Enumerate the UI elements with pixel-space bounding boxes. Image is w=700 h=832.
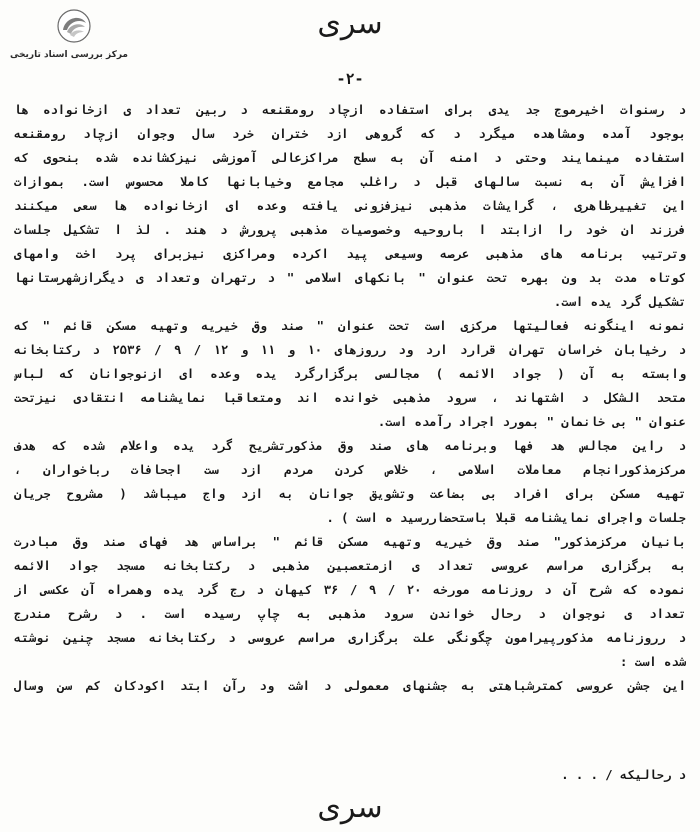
text-line: تعداد ی نوجوان د رحال خواندن سرود مذهبی به چاپ رسیده است . د رشرح مندرج — [14, 607, 686, 621]
text-line: عنوان " بی خانمان " بمورد اجراد رآمده است. — [377, 415, 686, 429]
classification-footer: سری — [317, 790, 383, 825]
text-line: کوتاه مدت بد ون بهره تحت عنوان " بانکهای اسلامی " د رتهران وتعداد ی دیگرازشهرستانها — [14, 271, 686, 285]
text-line: تشکیل گرد یده است. — [553, 295, 686, 309]
text-line: فرزند ان خود را ازابتد ا باروحیه وخصوصیات مذهبی پرورش د هند . لذ ا تشکیل جلسات — [14, 223, 686, 237]
text-line: وابسته به آن ( جواد الائمه ) مجالسی برگزارگرد یده وعده ای ازنوجوانان که لباس — [14, 367, 686, 381]
page-number: -۲- — [336, 70, 364, 88]
text-line: تهیه مسکن برای افراد بی بضاعت وتشویق جوانان به ازد واج میباشد ( مشروح جریان — [14, 487, 686, 501]
text-line: متحد الشکل د اشتهاند ، سرود مذهبی خوانده اند ومتعاقبا نمایشنامه انتقادی نیزتحت — [14, 391, 686, 405]
text-line: د رروزنامه مذکورپیرامون چگونگی علت برگزاری مراسم عروسی د رکتابخانه مسجد چنین نوشته — [14, 631, 686, 645]
text-line: استفاده مینمایند وحتی د امنه آن به سطح مراکزعالی آموزشی نیزکشانده شده بنحوی که — [14, 151, 686, 165]
text-line: بوجود آمده ومشاهده میگرد د که گروهی ازد ختران خرد سال وجوان ازچاد رومقنعه — [14, 127, 686, 141]
text-line: نموده که شرح آن د روزنامه مورخه ۲۰ / ۹ / ۳۶ کیهان د رج گرد یده وهمراه آن عکسی از — [14, 583, 686, 597]
classification-header: سری — [317, 6, 383, 41]
text-line: افزایش آن به نسبت سالهای قبل د راغلب مجامع وخیابانها کاملا محسوس است. بموازات — [14, 175, 686, 189]
text-line: مرکزمذکورانجام معاملات اسلامی ، خلاص کردن مردم ازد ست اجحافات رباخواران ، — [14, 463, 686, 477]
text-line: به برگزاری مراسم عروسی تعداد ی ازمتعصبین مذهبی د رکتابخانه مسجد جواد الائمه — [14, 559, 686, 573]
text-line: این تغییرظاهری ، گرایشات مذهبی نیزفزونی یافته وعده ای ازخانواده ها سعی میکنند — [14, 199, 686, 213]
text-line: د راین مجالس هد فها وبرنامه های صند وق مذکورتشریح گرد یده واعلام شده که هدف — [14, 439, 686, 453]
continuation-text: د رحالیکه / . . . — [561, 768, 686, 782]
text-line: نمونه اینگونه فعالیتها مرکزی است تحت عنوان " صند وق خیریه وتهیه مسکن قائم " که — [14, 319, 686, 333]
text-line: بانیان مرکزمذکور" صند وق خیریه وتهیه مسکن قائم " براساس هد فهای صند وق مبادرت — [14, 535, 686, 549]
text-line: د رخیابان خراسان تهران قرارد ارد ود رروزهای ۱۰ و ۱۱ و ۱۲ / ۹ / ۲۵۳۶ د رکتابخانه — [14, 343, 686, 357]
text-line: وترتیب برنامه های مذهبی عرصه وسیعی پید اکرده ومراکزی نیزبرای پرد اخت وامهای — [14, 247, 686, 261]
text-line: د رسنوات اخیرموج جد یدی برای استفاده ازچاد رومقنعه د ربین تعداد ی ازخانواده ها — [14, 103, 686, 117]
document-body — [14, 98, 686, 698]
text-line: جلسات واجرای نمایشنامه قبلا باستحضاررسید ه است ) . — [326, 511, 686, 525]
text-line: شده است : — [619, 655, 686, 669]
text-line: این جشن عروسی کمترشباهتی به جشنهای معمولی د اشت ود رآن ابتد اکودکان کم سن وسال — [14, 679, 686, 693]
logo-caption: مرکز بررسی اسناد تاریخی — [9, 50, 128, 60]
